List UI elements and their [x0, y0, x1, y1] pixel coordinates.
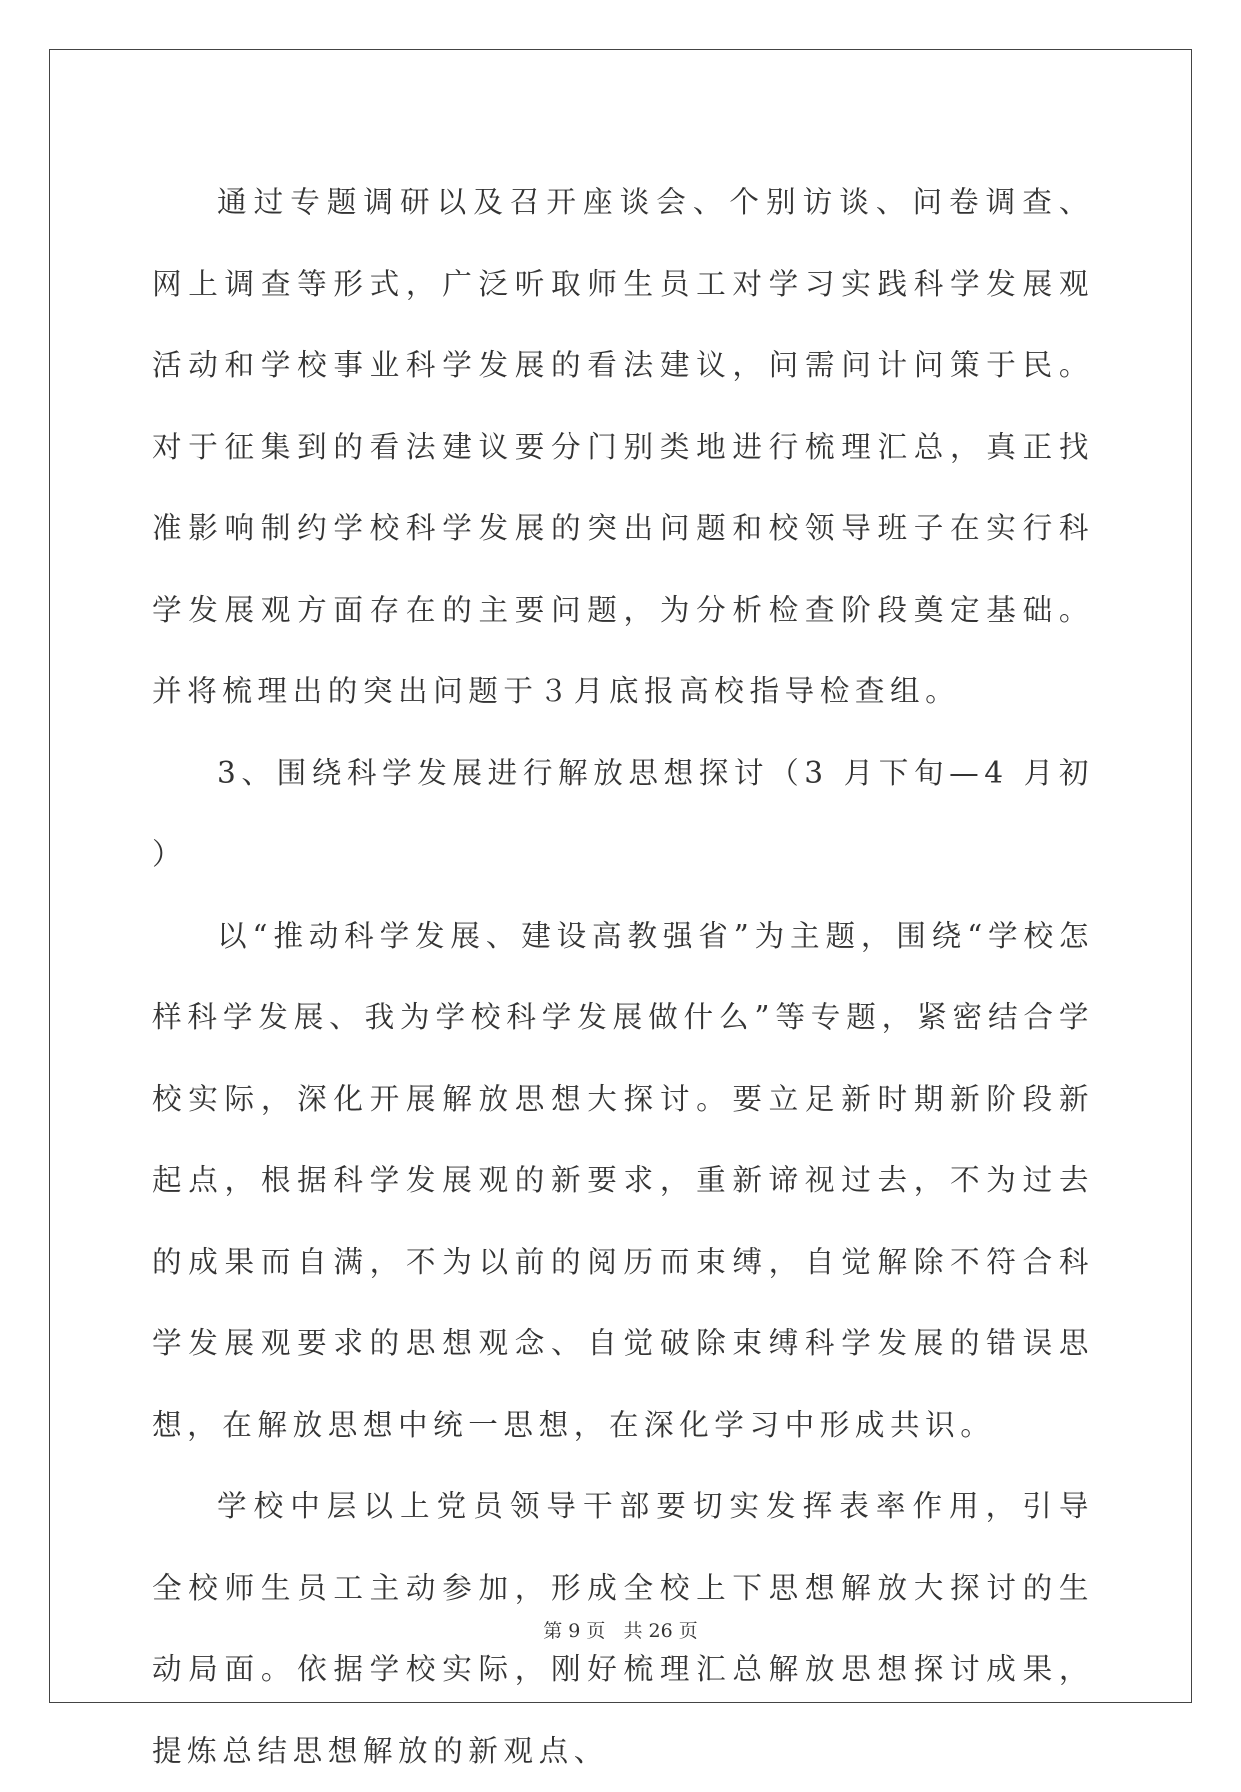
paragraph-leadership: 学校中层以上党员领导干部要切实发挥表率作用，引导全校师生员工主动参加，形成全校上下思想解放大探讨的生动局面。依据学校实际，刚好梳理汇总解放思想探讨成果，提炼总结思想解放的新观点、: [152, 1489, 1094, 1768]
paragraph-survey: 通过专题调研以及召开座谈会、个别访谈、问卷调查、网上调查等形式，广泛听取师生员工对学习实践科学发展观活动和学校事业科学发展的看法建议，问需问计问策于民。对于征集到的看法建议要分门别类地进行梳理汇总，真正找准影响制约学校科学发展的突出问题和校领导班子在实行科学发展观方面存在的主要问题，为分析检查阶段奠定基础。并将梳理出的突出问题于３月底报高校指导检查组。: [152, 185, 1094, 708]
document-body: [152, 162, 1094, 1792]
page-number: 第 9 页: [543, 1620, 606, 1642]
page-total: 共 26 页: [623, 1620, 698, 1642]
page-footer: [0, 1616, 1241, 1643]
paragraph-discussion: 以“推动科学发展、建设高教强省”为主题，围绕“学校怎样科学发展、我为学校科学发展做什么”等专题，紧密结合学校实际，深化开展解放思想大探讨。要立足新时期新阶段新起点，根据科学发展观的新要求，重新谛视过去，不为过去的成果而自满，不为以前的阅历而束缚，自觉解除不符合科学发展观要求的思想观念、自觉破除束缚科学发展的错误思想，在解放思想中统一思想，在深化学习中形成共识。: [152, 918, 1094, 1442]
section-heading: 3、围绕科学发展进行解放思想探讨（3 月下旬—4 月初）: [152, 755, 1094, 871]
